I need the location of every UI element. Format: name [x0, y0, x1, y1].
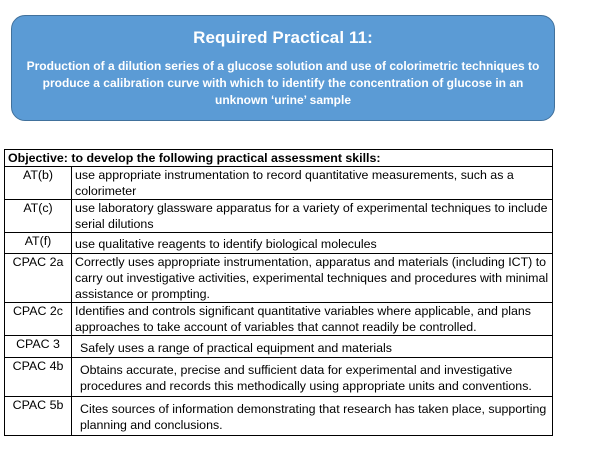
skill-description: Identifies and controls significant quantitative variables where applicable, and plans approaches to take account of variables that cannot readily be controlled.: [72, 303, 553, 336]
table-row: [5, 233, 553, 254]
title-banner: [11, 15, 555, 121]
table-row: [5, 397, 553, 436]
practical-description: Production of a dilution series of a glucose solution and use of colorimetric techniques to produce a calibration curve with which to identify the concentration of glucose in an unknown ‘urine’ sample: [26, 59, 540, 107]
skill-code: AT(c): [5, 200, 72, 233]
skill-description: Cites sources of information demonstrating that research has taken place, supporting planning and conclusions.: [72, 397, 553, 436]
skill-description: Obtains accurate, precise and sufficient data for experimental and investigative procedures and records this methodically using appropriate units and conventions.: [72, 358, 553, 397]
skill-description: use qualitative reagents to identify biological molecules: [72, 233, 553, 254]
skill-code: CPAC 4b: [5, 358, 72, 397]
objective-row: [5, 150, 553, 167]
skill-description: use laboratory glassware apparatus for a variety of experimental techniques to include serial dilutions: [72, 200, 553, 233]
objective-heading: Objective: to develop the following practical assessment skills:: [5, 150, 553, 167]
skill-code: CPAC 2c: [5, 303, 72, 336]
skill-description: Safely uses a range of practical equipment and materials: [72, 336, 553, 358]
skill-description: use appropriate instrumentation to record quantitative measurements, such as a colorimeter: [72, 167, 553, 200]
skill-code: CPAC 5b: [5, 397, 72, 436]
practical-title: Required Practical 11:: [193, 28, 373, 47]
skill-code: AT(b): [5, 167, 72, 200]
table-row: [5, 303, 553, 336]
skill-description: Correctly uses appropriate instrumentation, apparatus and materials (including ICT) to carry out investigative activities, experimental techniques and procedures with minimal assistance or prompting.: [72, 254, 553, 303]
table-row: [5, 200, 553, 233]
table-row: [5, 358, 553, 397]
skill-code: AT(f): [5, 233, 72, 254]
table-row: [5, 336, 553, 358]
skill-code: CPAC 2a: [5, 254, 72, 303]
skill-code: CPAC 3: [5, 336, 72, 358]
table-row: [5, 167, 553, 200]
skills-table: [4, 149, 553, 436]
table-row: [5, 254, 553, 303]
